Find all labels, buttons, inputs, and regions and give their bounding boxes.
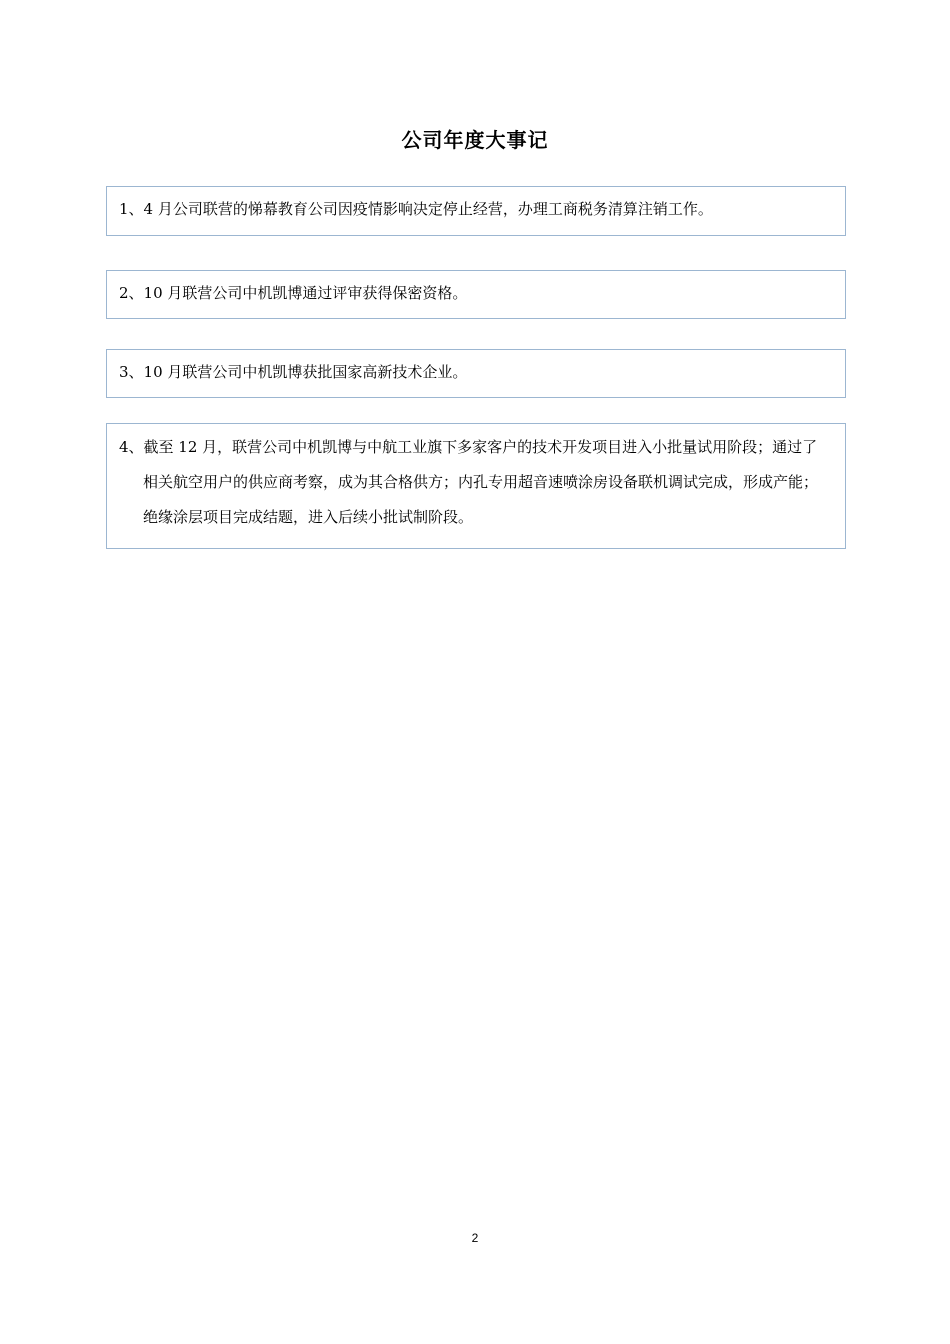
event-text-2: 2、10 月联营公司中机凯博通过评审获得保密资格。: [119, 284, 468, 302]
event-box-2: [106, 270, 846, 319]
event-box-4: [106, 423, 846, 549]
event-text-4: 4、截至 12 月，联营公司中机凯博与中航工业旗下多家客户的技术开发项目进入小批量试用阶段；通过了相关航空用户的供应商考察，成为其合格供方；内孔专用超音速喷涂房设备联机调试完成，形成产能；绝缘涂层项目完成结题，进入后续小批试制阶段。: [119, 438, 819, 526]
event-box-3: [106, 349, 846, 398]
event-box-1: [106, 186, 846, 236]
event-text-1: 1、4 月公司联营的悌幕教育公司因疫情影响决定停止经营，办理工商税务清算注销工作。: [119, 200, 713, 218]
page-title: 公司年度大事记: [401, 128, 549, 152]
page-number: 2: [471, 1231, 479, 1245]
event-text-3: 3、10 月联营公司中机凯博获批国家高新技术企业。: [119, 363, 468, 381]
